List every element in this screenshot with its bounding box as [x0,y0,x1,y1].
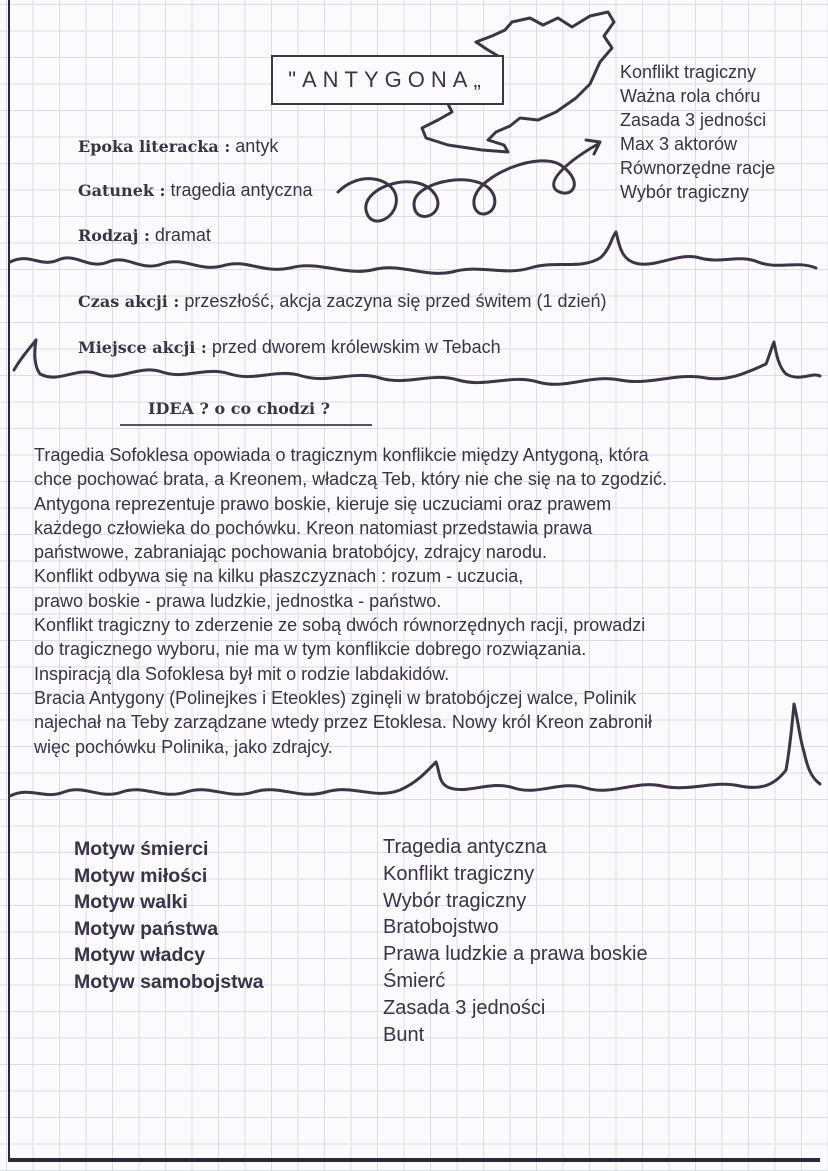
field-value: przed dworem królewskim w Tebach [211,337,501,357]
feature-item: Konflikt tragiczny [620,62,757,82]
keyword-item: Bratobojstwo [383,916,499,939]
text-line: Konflikt tragiczny to zderzenie ze sobą dwóch równorzędnych racji, prowadzi [34,615,646,636]
text-line: najechał na Teby zarządzane wtedy przez Etoklesa. Nowy król Kreon zabronił [34,712,652,733]
idea-paragraph [34,443,814,759]
field-label: Epoka literacka : [78,137,231,156]
text-line: chce pochować brata, a Kreonem, władczą Teb, który nie che się na to zgodzić. [34,469,668,490]
field-value: antyk [235,136,279,156]
keyword-item: Konflikt tragiczny [383,862,535,885]
field-value: dramat [154,225,211,245]
field-gatunek [78,180,313,201]
loop-arrow [338,144,598,221]
text-line: Konflikt odbywa się na kilku płaszczyznach : rozum - uczucia, [34,566,524,587]
field-value: tragedia antyczna [170,180,313,200]
text-line: Tragedia Sofoklesa opowiada o tragicznym konflikcie między Antygoną, która [34,445,649,465]
field-label: Gatunek : [78,181,166,200]
text-line: do tragicznego wyboru, nie ma w tym konflikcie dobrego rozwiązania. [34,639,587,660]
motifs-list [74,836,264,995]
page-left-border [8,0,10,1160]
text-line: Antygona reprezentuje prawo boskie, kieruje się uczuciami oraz prawem [34,493,612,514]
motif-item: Motyw władcy [74,944,206,966]
motif-item: Motyw śmierci [74,838,209,860]
keyword-item: Tragedia antyczna [383,836,547,858]
text-line: każdego człowieka do pochówku. Kreon natomiast przedstawia prawa [34,517,593,538]
field-value: przeszłość, akcja zaczyna się przed świtem (1 dzień) [184,291,607,311]
motif-item: Motyw walki [74,891,188,913]
feature-item: Ważna rola chóru [620,86,761,106]
keyword-item: Wybór tragiczny [383,889,527,912]
arrow-head [586,140,600,154]
field-miejsce-akcji [78,337,501,358]
field-label: Miejsce akcji : [78,338,207,357]
text-line: Bracia Antygony (Polinejkes i Eteokles) zginęli w bratobójczej walce, Polinik [34,687,637,708]
keywords-list [383,834,648,1048]
motif-item: Motyw samobojstwa [74,970,264,993]
idea-underline [120,424,372,426]
keyword-item: Bunt [383,1023,425,1046]
text-line: państwowe, zabraniając pochowania bratobójcy, zdrajcy narodu. [34,542,547,563]
page-title: "ANTYGONA„ [271,55,504,105]
keyword-item: Śmierć [383,969,446,992]
field-label: Rodzaj : [78,226,150,245]
idea-heading: IDEA ? o co chodzi ? [148,399,331,418]
keyword-item: Zasada 3 jedności [383,996,546,1019]
feature-item: Max 3 aktorów [620,134,738,154]
keyword-item: Prawa ludzkie a prawa boskie [383,943,648,966]
feature-item: Równorzędne racje [620,158,776,178]
feature-item: Wybór tragiczny [620,182,749,202]
text-line: więc pochówku Polinika, jako zdrajcy. [34,736,333,757]
feature-item: Zasada 3 jedności [620,110,767,130]
features-list [620,60,775,204]
field-czas-akcji [78,291,606,312]
page-bottom-border [8,1158,820,1162]
motif-item: Motyw państwa [74,917,219,940]
field-rodzaj [78,225,211,246]
field-label: Czas akcji : [78,292,180,311]
text-line: prawo boskie - prawa ludzkie, jednostka - państwo. [34,590,442,611]
text-line: Inspiracją dla Sofoklesa był mit o rodzie labdakidów. [34,663,450,684]
field-epoka [78,136,278,157]
motif-item: Motyw miłości [74,864,208,887]
